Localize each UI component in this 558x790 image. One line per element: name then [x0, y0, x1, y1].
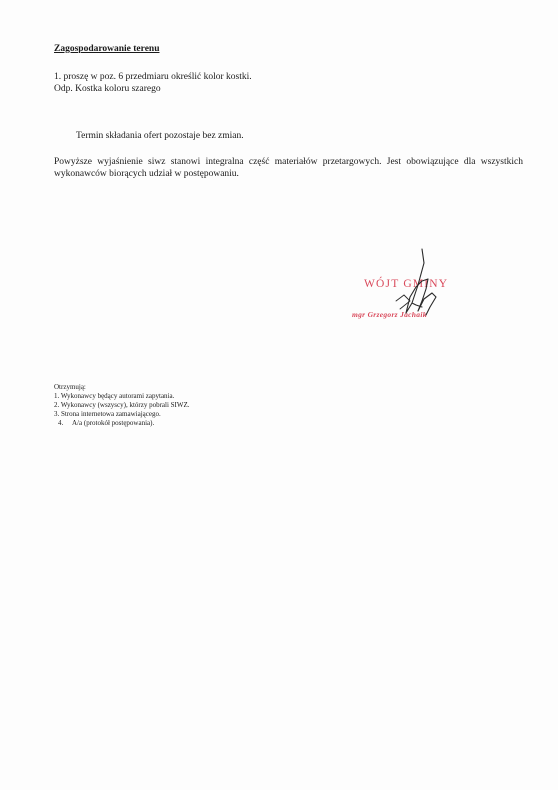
recipients-list: [54, 383, 190, 428]
deadline-notice: Termin składania ofert pozostaje bez zmian.: [76, 131, 244, 141]
recipient-item: [54, 419, 190, 428]
recipient-number: 4.: [58, 419, 64, 427]
question-text: 1. proszę w poz. 6 przedmiaru określić kolor kostki.: [54, 72, 252, 82]
answer-text: Odp. Kostka koloru szarego: [54, 84, 161, 94]
recipient-item: 1. Wykonawcy będący autorami zapytania.: [54, 392, 175, 400]
handwritten-signature: [340, 245, 480, 340]
stamp-title: WÓJT GMINY: [364, 278, 449, 290]
section-title: Zagospodarowanie terenu: [54, 44, 160, 54]
recipient-item: 2. Wykonawcy (wszyscy), którzy pobrali SIWZ.: [54, 401, 190, 409]
recipient-text: A/a (protokół postępowania).: [72, 419, 155, 427]
stamp-name: mgr Grzegorz Jachaik: [352, 310, 427, 319]
official-stamp: [340, 245, 480, 340]
recipient-item: 3. Strona internetowa zamawiającego.: [54, 410, 161, 418]
recipients-heading: Otrzymują:: [54, 383, 86, 391]
explanation-paragraph: Powyższe wyjaśnienie siwz stanowi integralna część materiałów przetargowych. Jest obowiązujące dla wszystkich wykonawców biorących udział w postępowaniu.: [54, 157, 523, 179]
